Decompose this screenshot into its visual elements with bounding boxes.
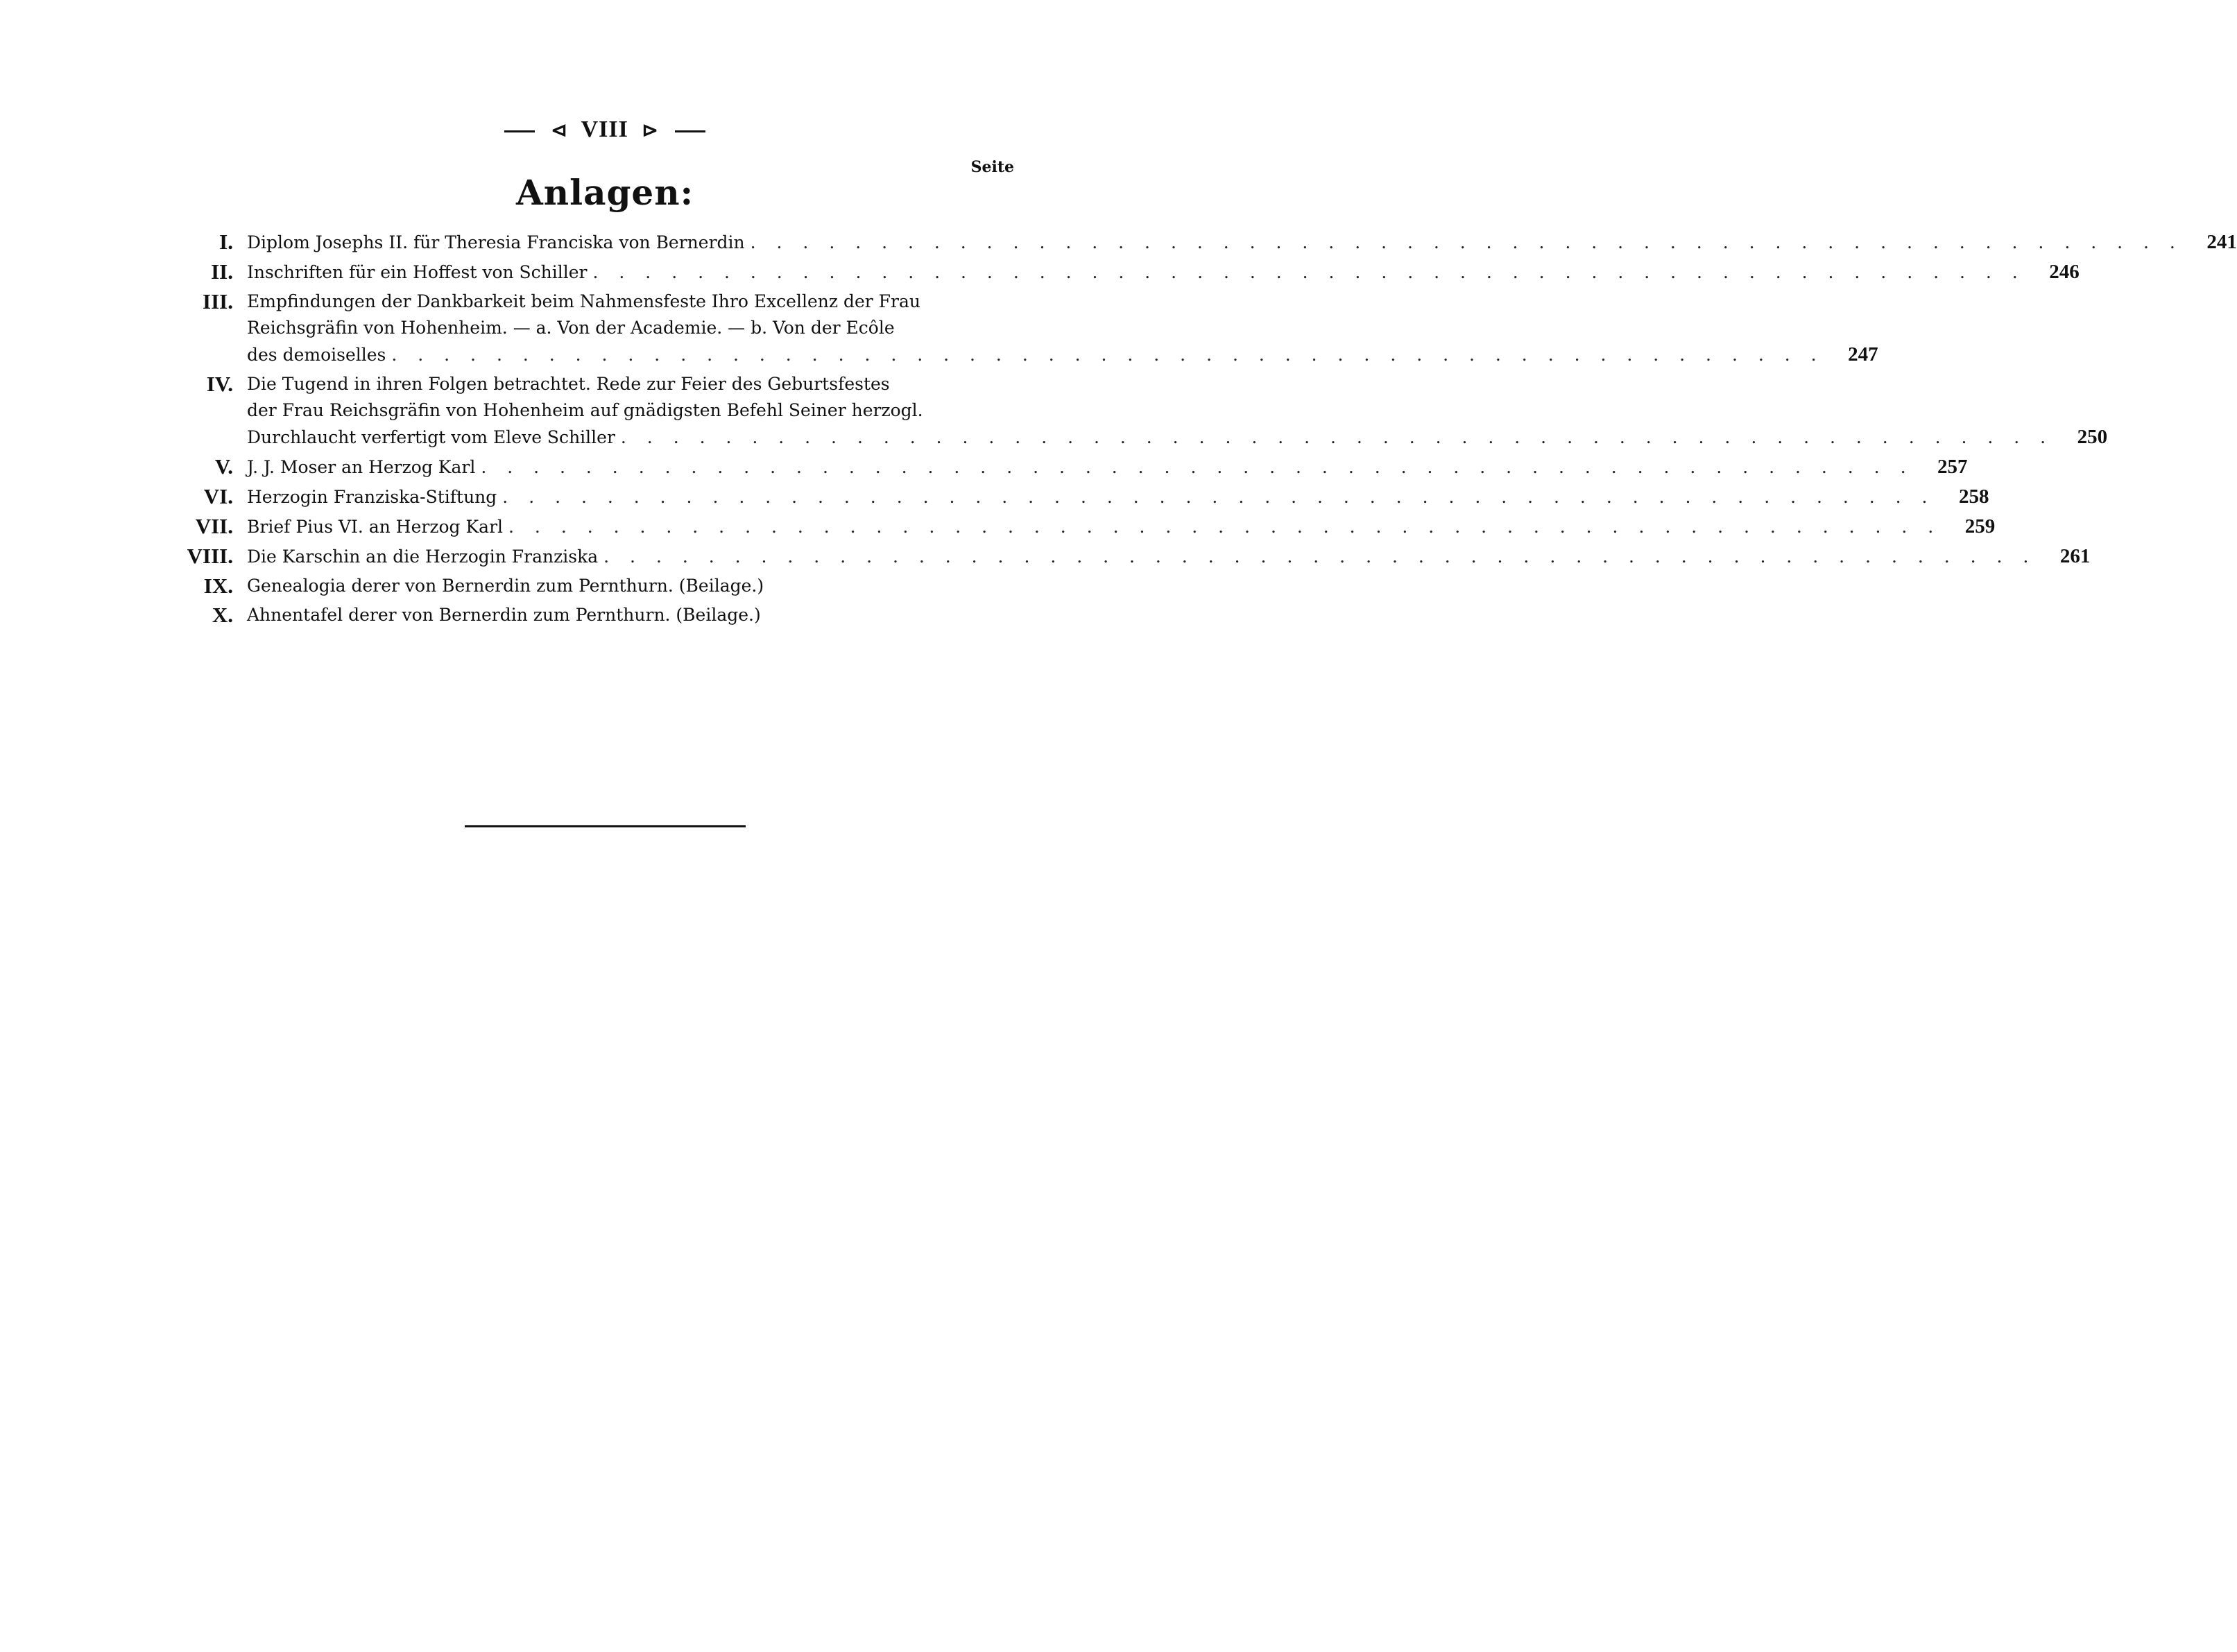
divider-rule <box>465 825 746 827</box>
toc-entry <box>182 483 1989 510</box>
dot-leader: . . . . . . . . . . . . . . . . . . . . . . . . . . . . . . . . . . . . . . . . . . . . . . . . . . . . . . . <box>502 487 1935 507</box>
table-of-contents <box>182 229 2237 631</box>
dot-leader: . . . . . . . . . . . . . . . . . . . . . . . . . . . . . . . . . . . . . . . . . . . . . . . . . . . . . . . <box>481 457 1914 477</box>
toc-entry-text: Die Karschin an die Herzogin Franziska <box>247 547 599 567</box>
toc-entry-number: IV. <box>206 372 233 396</box>
toc-entry-text: Reichsgräfin von Hohenheim. — a. Von der Academie. — b. Von der Ecôle <box>247 318 895 338</box>
toc-entry-number: II. <box>211 259 233 284</box>
toc-entry-line <box>247 315 1878 341</box>
toc-entry-page: 247 <box>1848 343 1878 365</box>
toc-entry-line <box>247 454 1968 481</box>
dot-leader: . . . . . . . . . . . . . . . . . . . . . . . . . . . . . . . . . . . . . . . . . . . . . . . . . . . . . . . <box>603 547 2037 567</box>
toc-entry-line <box>247 371 2107 397</box>
toc-entry-number: VI. <box>203 484 233 508</box>
toc-entry-line <box>247 259 2080 286</box>
toc-entry-body <box>247 483 1989 510</box>
toc-entry <box>182 513 1996 540</box>
toc-entry-text: Herzogin Franziska-Stiftung <box>247 487 497 507</box>
toc-entry-line <box>247 289 1878 315</box>
ornament-right-icon: ⊳ <box>642 120 659 141</box>
toc-entry <box>182 229 2237 256</box>
toc-entry <box>182 371 2108 451</box>
dot-leader: . . . . . . . . . . . . . . . . . . . . . . . . . . . . . . . . . . . . . . . . . . . . . . . . . . . . . . . <box>592 262 2025 282</box>
toc-entry-number: VII. <box>195 514 233 538</box>
toc-entry-number: I. <box>219 230 233 254</box>
toc-entry-line <box>247 543 2090 570</box>
dot-leader: . . . . . . . . . . . . . . . . . . . . . . . . . . . . . . . . . . . . . . . . . . . . . . . . . . . . . . . <box>508 517 1942 537</box>
toc-entry-page: 250 <box>2077 426 2108 448</box>
toc-entry-line <box>247 483 1989 510</box>
toc-entry-line <box>247 513 1995 540</box>
toc-entry-line <box>247 229 2237 256</box>
dot-leader: . . . . . . . . . . . . . . . . . . . . . . . . . . . . . . . . . . . . . . . . . . . . . . . . . . . . . . . <box>750 232 2183 252</box>
page-number <box>0 117 1210 143</box>
toc-entry-page: 258 <box>1959 485 1989 508</box>
toc-entry-body <box>247 543 2090 570</box>
toc-entry-text: Inschriften für ein Hoffest von Schiller <box>247 262 588 282</box>
toc-entry-text: Ahnentafel derer von Bernerdin zum Pernthurn. (Beilage.) <box>247 605 761 625</box>
toc-entry <box>182 602 1035 628</box>
toc-entry-body <box>247 513 1995 540</box>
toc-entry-page: 259 <box>1964 515 1996 537</box>
toc-entry-body <box>247 602 1035 628</box>
toc-entry-line <box>247 397 2107 424</box>
toc-entry-number: III. <box>203 289 233 313</box>
toc-entry-page: 257 <box>1937 456 1968 478</box>
toc-entry-line <box>247 341 1878 368</box>
toc-entry-page: 261 <box>2059 545 2091 567</box>
toc-entry-number: X. <box>212 603 233 627</box>
dash-left <box>504 130 535 132</box>
toc-entry <box>182 543 2091 570</box>
toc-entry-page: 246 <box>2049 261 2080 283</box>
toc-entry-line <box>247 573 1035 599</box>
toc-entry-text: Brief Pius VI. an Herzog Karl <box>247 517 504 537</box>
ornament-left-icon: ⊲ <box>551 120 568 141</box>
toc-entry-body <box>247 259 2080 286</box>
toc-entry <box>182 289 1878 368</box>
toc-entry-number: IX. <box>203 574 233 598</box>
dash-right <box>675 130 705 132</box>
toc-entry-text: der Frau Reichsgräfin von Hohenheim auf gnädigsten Befehl Seiner herzogl. <box>247 400 923 420</box>
toc-entry-body <box>247 229 2237 256</box>
toc-entry <box>182 259 2080 286</box>
toc-entry-body <box>247 454 1968 481</box>
toc-entry-text: Empfindungen der Dankbarkeit beim Nahmensfeste Ihro Excellenz der Frau <box>247 291 920 311</box>
toc-entry-text: des demoiselles <box>247 345 386 365</box>
toc-entry-text: Genealogia derer von Bernerdin zum Pernthurn. (Beilage.) <box>247 576 764 596</box>
toc-entry-number: VIII. <box>187 544 233 568</box>
toc-entry <box>182 454 1968 481</box>
dot-leader: . . . . . . . . . . . . . . . . . . . . . . . . . . . . . . . . . . . . . . . . . . . . . . . . . . . . . . . <box>620 427 2054 447</box>
toc-entry-text: Diplom Josephs II. für Theresia Franciska von Bernerdin <box>247 232 745 252</box>
toc-entry-body <box>247 573 1035 599</box>
toc-entry-body <box>247 289 1878 368</box>
toc-entry-text: Die Tugend in ihren Folgen betrachtet. Rede zur Feier des Geburtsfestes <box>247 374 890 394</box>
dot-leader: . . . . . . . . . . . . . . . . . . . . . . . . . . . . . . . . . . . . . . . . . . . . . . . . . . . . . . . <box>391 345 1824 365</box>
toc-entry-text: Durchlaucht verfertigt vom Eleve Schiller <box>247 427 615 447</box>
column-heading-seite: Seite <box>970 158 1014 176</box>
toc-entry-body <box>247 371 2107 451</box>
toc-entry-number: V. <box>214 454 233 479</box>
toc-entry <box>182 573 1035 599</box>
toc-entry-text: J. J. Moser an Herzog Karl <box>247 457 476 477</box>
page-title: Anlagen: <box>515 172 694 213</box>
toc-entry-line <box>247 602 1035 628</box>
toc-entry-page: 241 <box>2206 231 2237 253</box>
page-number-text: VIII <box>581 117 628 142</box>
toc-entry-line <box>247 424 2107 451</box>
